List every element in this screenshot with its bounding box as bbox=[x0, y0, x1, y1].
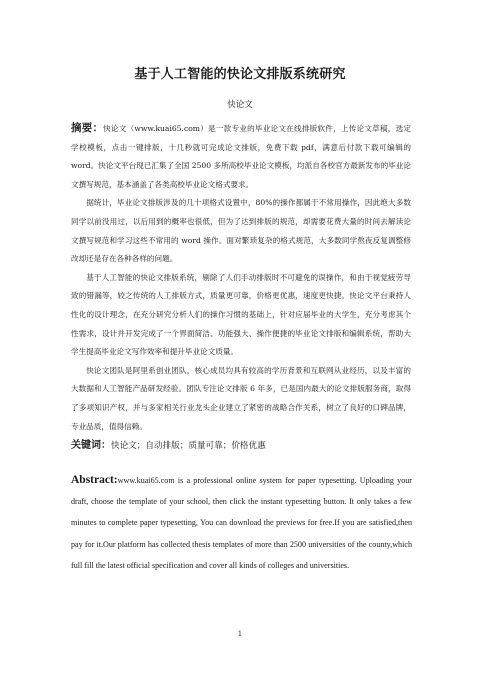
page-number: 1 bbox=[237, 630, 243, 638]
abstract-en bbox=[71, 470, 412, 576]
abstract-cn bbox=[71, 119, 411, 194]
chinese-body bbox=[71, 119, 411, 456]
document-title: 基于人工智能的快论文排版系统研究 bbox=[134, 67, 346, 82]
abstract-en-label: Abstract: bbox=[71, 474, 118, 486]
keywords-text: 快论文；自动排版；质量可靠；价格优惠 bbox=[111, 441, 266, 452]
abstract-en-text: www.kuai65.com is a professional online system for paper typesetting. Uploading your draft, choose the template of your school, then click the instant typesetting button. It only takes a few minutes to complete paper typesetting, You can download the previews for free.If you are satisfied,then pay for it.Our platform has collected thesis templates of more than 2500 universities of the county,which full fill the latest official specification and cover all kinds of colleges and universities. bbox=[71, 476, 412, 570]
body-paragraph: 据统计，毕业论文排版涉及的几十项格式设置中，80%的操作都属于不常用操作，因此绝大多数同学以前没用过，以后用到的概率也很低，但为了达到排版的规范，却需要花费大量的时间去解读论文撰写规范和学习这些不常用的 word 操作。面对繁琐复杂的格式规范，大多数同学熬夜反复调整修改却还是存在各种各样的问题。 bbox=[71, 198, 411, 264]
keywords bbox=[71, 436, 411, 456]
body-paragraph: 快论文团队是阿里系创业团队，核心成员均具有较高的学历背景和互联网从业经历，以及丰富的大数据和人工智能产品研发经验。团队专注论文排版 6 年多，已是国内最大的论文排版服务商，取得了多项知识产权，并与多家相关行业龙头企业建立了紧密的战略合作关系，树立了良好的口碑品牌，专业品质，值得信赖。 bbox=[71, 365, 411, 431]
abstract-cn-label: 摘要： bbox=[71, 122, 104, 134]
abstract-cn-text: 快论文（www.kuai65.com）是一款专业的毕业论文在线排版软件，上传论文草稿，选定学校模板，点击一键排版，十几秒就可完成论文排版，免费下载 pdf，满意后付款下载可编辑的 word。快论文平台现已汇集了全国 2500 多所高校毕业论文模板，均派自各校官方最新发布的毕业论文撰写规范，基本涵盖了各类高校毕业论文格式要求。 bbox=[71, 124, 412, 189]
keywords-label: 关键词： bbox=[71, 440, 111, 452]
body-paragraph: 基于人工智能的快论文排版系统，剔除了人们手动排版时不可避免的误操作，和由于视觉疲劳导致的错漏等，较之传统的人工排版方式，质量更可靠，价格更优惠，速度更快捷。快论文平台秉持人性化的设计理念，在充分研究分析人们的操作习惯的基础上，针对应届毕业的大学生，充分考虑其个性需求，设计并开发完成了一个界面简洁、功能强大、操作便捷的毕业论文排版和编辑系统，帮助大学生提高毕业论文写作效率和提升毕业论文质量。 bbox=[71, 272, 411, 357]
author-name: 快论文 bbox=[227, 100, 253, 110]
